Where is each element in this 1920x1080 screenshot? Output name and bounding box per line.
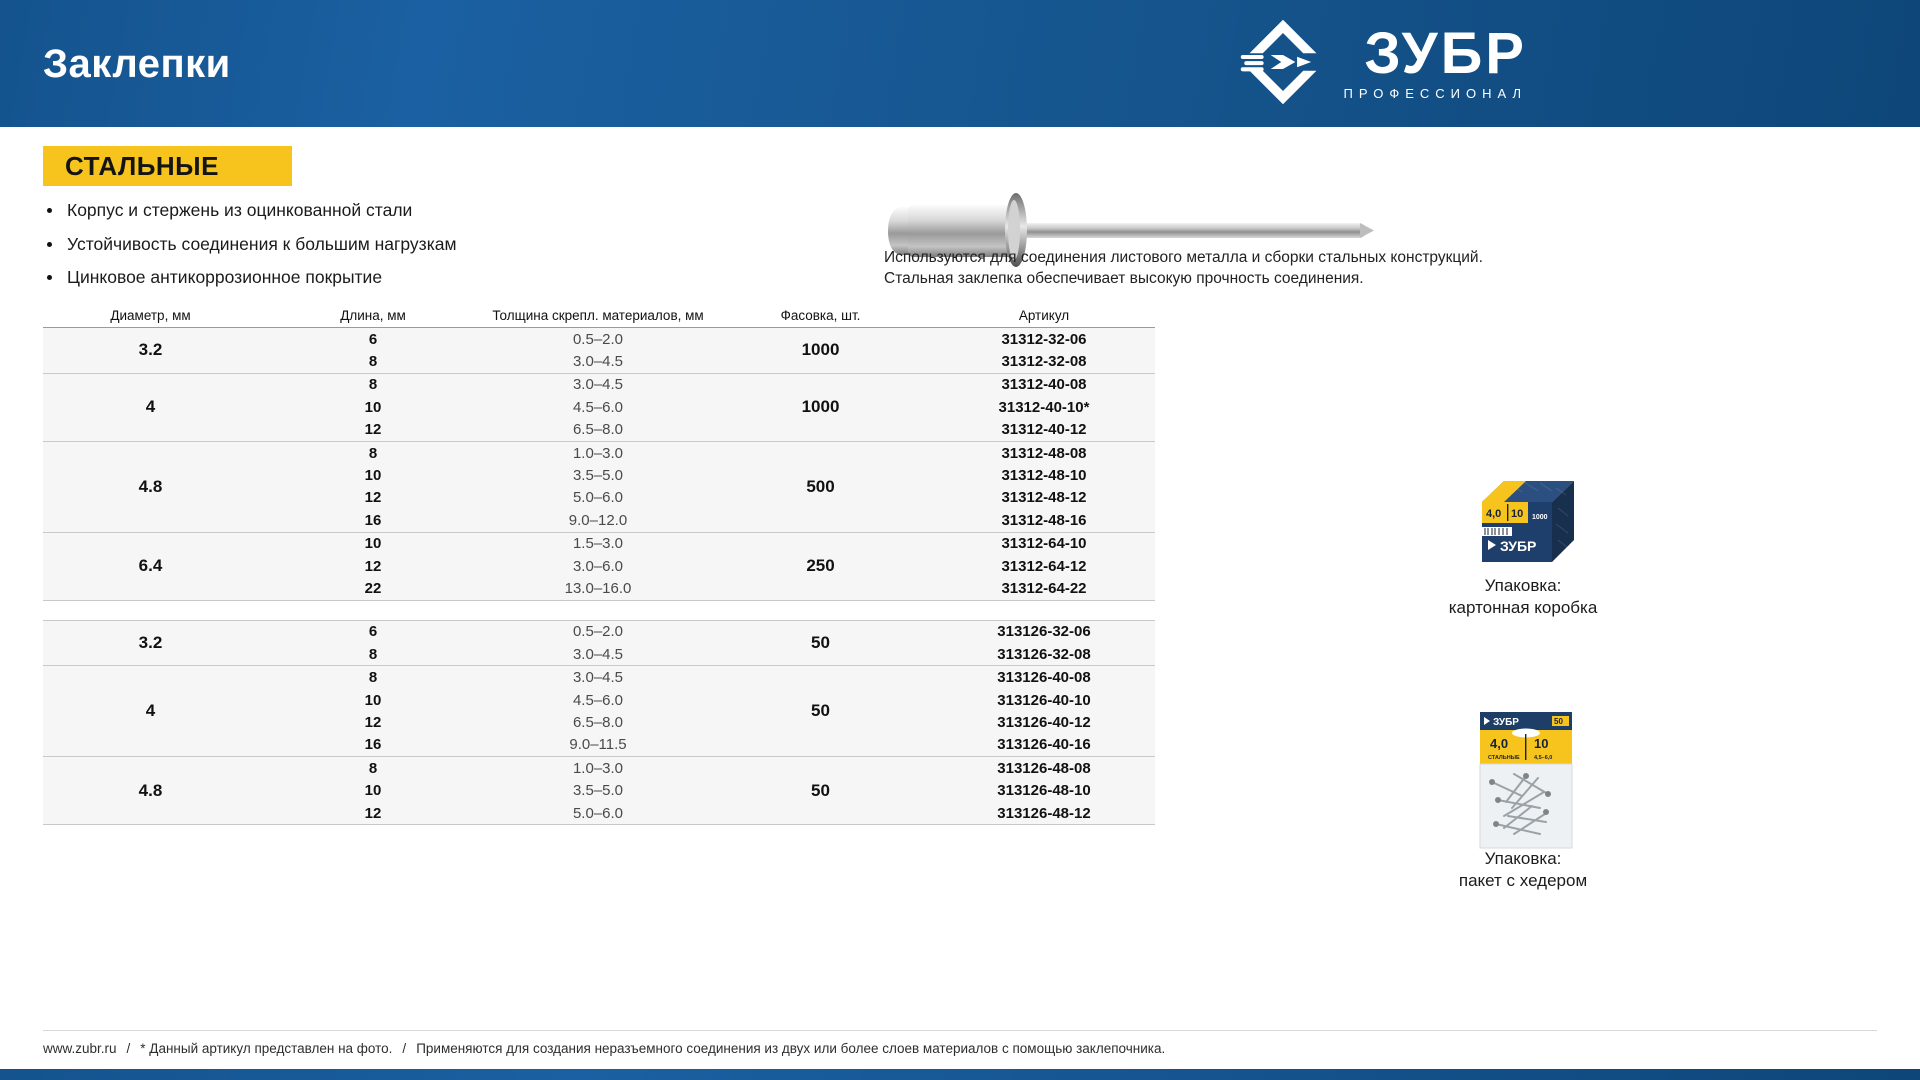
length-value: 6	[368, 330, 378, 348]
table-header-row	[43, 303, 1155, 328]
length-value: 10	[364, 398, 382, 416]
length-value: 8	[368, 669, 378, 687]
table-group	[43, 620, 1155, 667]
column-header: Толщина скрепл. материалов, мм	[492, 307, 704, 323]
pack-quantity-value: 500	[806, 476, 835, 496]
diameter-value: 4	[145, 701, 156, 721]
length-value: 8	[368, 353, 378, 371]
header-band	[0, 0, 1920, 127]
length-value: 8	[368, 759, 378, 777]
sku-value: 313126-40-16	[997, 736, 1091, 754]
thickness-value: 4.5–6.0	[572, 398, 624, 416]
sku-value: 313126-32-06	[997, 623, 1091, 641]
length-value: 12	[364, 557, 382, 575]
box-packaging-caption: Упаковка: картонная коробка	[1448, 576, 1598, 617]
svg-text:ЗУБР: ЗУБР	[1493, 717, 1519, 728]
thickness-value: 0.5–2.0	[572, 623, 624, 641]
feature-item: Устойчивость соединения к большим нагрузкам	[43, 234, 457, 255]
thickness-value: 0.5–2.0	[572, 330, 624, 348]
diameter-value: 6.4	[138, 556, 163, 576]
usage-description	[884, 247, 1483, 289]
thickness-value: 13.0–16.0	[564, 579, 632, 597]
thickness-value: 6.5–8.0	[572, 713, 624, 731]
bag-packaging-image	[1474, 708, 1578, 852]
svg-text:10: 10	[1511, 508, 1524, 520]
usage-line: Стальная заклепка обеспечивает высокую прочность соединения.	[884, 270, 1364, 287]
bottom-accent-bar	[0, 1069, 1920, 1080]
sku-value: 31312-40-10*	[998, 398, 1090, 416]
features-list	[43, 200, 457, 301]
brand-subtitle: ПРОФЕССИОНАЛ	[1343, 85, 1527, 101]
column-header: Артикул	[1018, 307, 1070, 323]
thickness-value: 1.0–3.0	[572, 759, 624, 777]
diameter-value: 3.2	[138, 633, 163, 653]
diameter-value: 4.8	[138, 476, 163, 496]
thickness-value: 3.0–4.5	[572, 645, 624, 663]
sku-value: 31312-48-10	[1001, 467, 1087, 485]
pack-quantity-value: 50	[811, 633, 830, 653]
sku-value: 313126-40-10	[997, 691, 1091, 709]
table-group	[43, 328, 1155, 374]
svg-text:1000: 1000	[1532, 514, 1548, 521]
table-body	[43, 328, 1155, 825]
footer-note-usage: Применяются для создания неразъемного соединения из двух или более слоев материалов с помощью заклепочника.	[416, 1041, 1166, 1056]
table-group	[43, 533, 1155, 601]
sku-value: 313126-48-08	[997, 759, 1091, 777]
thickness-value: 9.0–12.0	[568, 511, 628, 529]
footer	[43, 1030, 1877, 1056]
feature-item: Цинковое антикоррозионное покрытие	[43, 267, 457, 288]
length-value: 22	[364, 579, 382, 597]
sku-value: 31312-40-12	[1001, 421, 1087, 439]
thickness-value: 3.5–5.0	[572, 782, 624, 800]
column-header: Диаметр, мм	[110, 307, 191, 323]
category-badge: СТАЛЬНЫЕ	[43, 146, 292, 186]
length-value: 10	[364, 535, 382, 553]
svg-text:СТАЛЬНЫЕ: СТАЛЬНЫЕ	[1488, 755, 1520, 761]
sku-value: 313126-48-12	[997, 804, 1091, 822]
column-header: Длина, мм	[340, 307, 406, 323]
length-value: 10	[364, 782, 382, 800]
length-value: 16	[364, 736, 382, 754]
sku-value: 31312-64-22	[1001, 579, 1087, 597]
thickness-value: 3.5–5.0	[572, 467, 624, 485]
spec-table	[43, 303, 1155, 825]
table-section-gap	[43, 601, 1155, 620]
usage-line: Используются для соединения листового металла и сборки стальных конструкций.	[884, 249, 1483, 266]
sku-value: 313126-48-10	[997, 782, 1091, 800]
thickness-value: 4.5–6.0	[572, 691, 624, 709]
pack-quantity-value: 1000	[801, 397, 840, 417]
length-value: 8	[368, 444, 378, 462]
brand-logo	[1239, 18, 1527, 106]
sku-value: 31312-48-12	[1001, 489, 1087, 507]
length-value: 12	[364, 421, 382, 439]
thickness-value: 3.0–6.0	[572, 557, 624, 575]
sku-value: 31312-64-12	[1001, 557, 1087, 575]
footer-separator: /	[402, 1041, 407, 1056]
length-value: 12	[364, 804, 382, 822]
thickness-value: 1.5–3.0	[572, 535, 624, 553]
pack-quantity-value: 250	[806, 556, 835, 576]
svg-text:50: 50	[1554, 717, 1563, 726]
sku-value: 313126-32-08	[997, 645, 1091, 663]
sku-value: 31312-64-10	[1001, 535, 1087, 553]
feature-item: Корпус и стержень из оцинкованной стали	[43, 200, 457, 221]
length-value: 12	[364, 713, 382, 731]
pack-quantity-value: 50	[811, 701, 830, 721]
box-packaging-image	[1466, 468, 1580, 572]
brand-name: ЗУБР	[1364, 20, 1527, 86]
sku-value: 313126-40-12	[997, 713, 1091, 731]
length-value: 8	[368, 376, 378, 394]
thickness-value: 3.0–4.5	[572, 353, 624, 371]
thickness-value: 3.0–4.5	[572, 376, 624, 394]
pack-quantity-value: 1000	[801, 340, 840, 360]
page-title: Заклепки	[43, 42, 231, 86]
length-value: 8	[368, 645, 378, 663]
diameter-value: 3.2	[138, 340, 163, 360]
sku-value: 31312-48-16	[1001, 511, 1087, 529]
footer-url[interactable]: www.zubr.ru	[43, 1041, 117, 1056]
sku-value: 31312-40-08	[1001, 376, 1087, 394]
column-header: Фасовка, шт.	[780, 307, 861, 323]
thickness-value: 3.0–4.5	[572, 669, 624, 687]
thickness-value: 5.0–6.0	[572, 804, 624, 822]
bison-icon	[1239, 18, 1327, 106]
table-group	[43, 442, 1155, 533]
length-value: 16	[364, 511, 382, 529]
diameter-value: 4	[145, 397, 156, 417]
length-value: 12	[364, 489, 382, 507]
sku-value: 31312-32-08	[1001, 353, 1087, 371]
thickness-value: 5.0–6.0	[572, 489, 624, 507]
length-value: 10	[364, 691, 382, 709]
thickness-value: 1.0–3.0	[572, 444, 624, 462]
svg-text:4,5–6,0: 4,5–6,0	[1534, 755, 1553, 761]
svg-text:4,0: 4,0	[1490, 736, 1509, 751]
svg-text:10: 10	[1534, 736, 1549, 751]
sku-value: 31312-48-08	[1001, 444, 1087, 462]
footer-note-photo: * Данный артикул представлен на фото.	[140, 1041, 393, 1056]
thickness-value: 6.5–8.0	[572, 421, 624, 439]
length-value: 10	[364, 467, 382, 485]
brand-logo-text	[1343, 20, 1527, 101]
diameter-value: 4.8	[138, 780, 163, 800]
table-group	[43, 757, 1155, 825]
sku-value: 313126-40-08	[997, 669, 1091, 687]
thickness-value: 9.0–11.5	[569, 736, 627, 754]
footer-separator: /	[126, 1041, 131, 1056]
table-group	[43, 374, 1155, 442]
svg-text:4,0: 4,0	[1486, 508, 1502, 520]
table-group	[43, 666, 1155, 757]
length-value: 6	[368, 623, 378, 641]
sku-value: 31312-32-06	[1001, 330, 1087, 348]
pack-quantity-value: 50	[811, 780, 830, 800]
bag-packaging-caption: Упаковка: пакет с хедером	[1458, 849, 1588, 890]
svg-text:ЗУБР: ЗУБР	[1500, 538, 1537, 554]
